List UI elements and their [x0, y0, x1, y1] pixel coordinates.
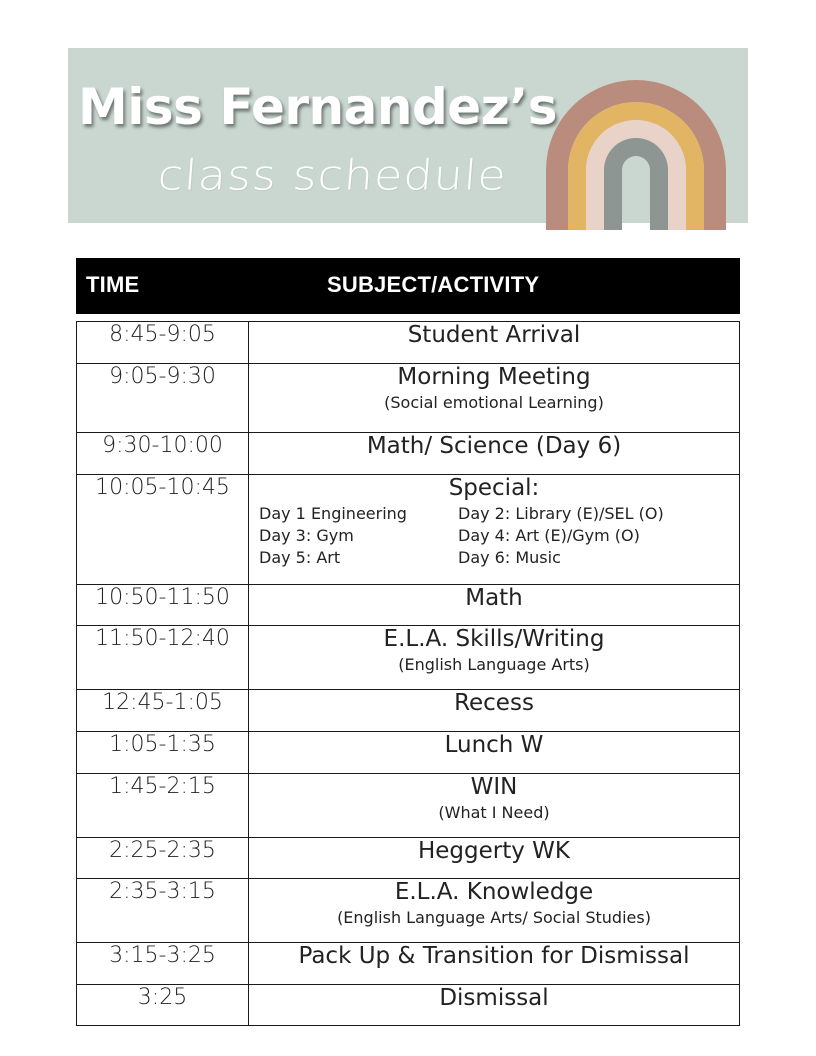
activity-label: Math [465, 585, 523, 611]
special-day-item: Day 5: Art [259, 548, 341, 567]
time-cell: 9:30-10:00 [77, 433, 249, 475]
table-row [77, 585, 740, 626]
table-row [77, 690, 740, 732]
activity-note: (Social emotional Learning) [384, 393, 604, 412]
table-row [77, 943, 740, 985]
rainbow-icon [536, 80, 736, 230]
activity-cell [249, 433, 740, 475]
activity-cell [249, 626, 740, 690]
time-cell: 12:45-1:05 [77, 690, 249, 732]
table-row [77, 774, 740, 838]
table-row [77, 838, 740, 879]
schedule-table [76, 321, 740, 1026]
activity-label: Morning Meeting [397, 364, 591, 390]
time-cell: 3:15-3:25 [77, 943, 249, 985]
activity-cell [249, 322, 740, 364]
activity-cell [249, 364, 740, 433]
subject-column-header: SUBJECT/ACTIVITY [327, 272, 540, 297]
activity-label: Pack Up & Transition for Dismissal [298, 943, 690, 969]
time-cell: 10:50-11:50 [77, 585, 249, 626]
table-row [77, 879, 740, 943]
activity-label: Lunch W [444, 732, 544, 758]
activity-cell [249, 985, 740, 1026]
activity-label: E.L.A. Skills/Writing [383, 626, 605, 652]
time-cell: 8:45-9:05 [77, 322, 249, 364]
activity-label: Dismissal [439, 985, 549, 1011]
page-subtitle: class schedule [156, 150, 509, 200]
table-row [77, 433, 740, 475]
time-cell: 1:05-1:35 [77, 732, 249, 774]
page-title: Miss Fernandez’s [78, 78, 558, 136]
activity-label: Recess [454, 690, 534, 716]
special-day-item: Day 2: Library (E)/SEL (O) [458, 504, 664, 523]
activity-cell [249, 475, 740, 585]
activity-cell [249, 774, 740, 838]
activity-cell [249, 585, 740, 626]
table-row [77, 475, 740, 585]
activity-label: Math/ Science (Day 6) [366, 433, 622, 459]
time-cell: 10:05-10:45 [77, 475, 249, 585]
time-column-header: TIME [86, 272, 140, 297]
time-cell: 2:25-2:35 [77, 838, 249, 879]
table-row [77, 732, 740, 774]
time-cell: 1:45-2:15 [77, 774, 249, 838]
special-day-item: Day 1 Engineering [259, 504, 407, 523]
activity-label: Student Arrival [407, 322, 581, 348]
activity-cell [249, 732, 740, 774]
activity-cell [249, 879, 740, 943]
activity-cell [249, 838, 740, 879]
time-cell: 9:05-9:30 [77, 364, 249, 433]
activity-cell [249, 690, 740, 732]
time-cell: 11:50-12:40 [77, 626, 249, 690]
special-day-item: Day 3: Gym [259, 526, 354, 545]
time-cell: 2:35-3:15 [77, 879, 249, 943]
special-day-item: Day 4: Art (E)/Gym (O) [458, 526, 640, 545]
specials-grid [249, 503, 739, 569]
activity-note: (English Language Arts) [398, 655, 590, 674]
activity-note: (What I Need) [438, 803, 550, 822]
activity-cell [249, 943, 740, 985]
table-row [77, 364, 740, 433]
table-row [77, 322, 740, 364]
table-row [77, 985, 740, 1026]
time-cell: 3:25 [77, 985, 249, 1026]
header-banner [68, 48, 748, 223]
activity-label: Heggerty WK [417, 838, 570, 864]
activity-label: Special: [448, 475, 540, 501]
activity-note: (English Language Arts/ Social Studies) [337, 908, 651, 927]
table-header-bar [76, 258, 740, 314]
special-day-item: Day 6: Music [458, 548, 561, 567]
activity-label: WIN [470, 774, 518, 800]
table-row [77, 626, 740, 690]
activity-label: E.L.A. Knowledge [394, 879, 594, 905]
